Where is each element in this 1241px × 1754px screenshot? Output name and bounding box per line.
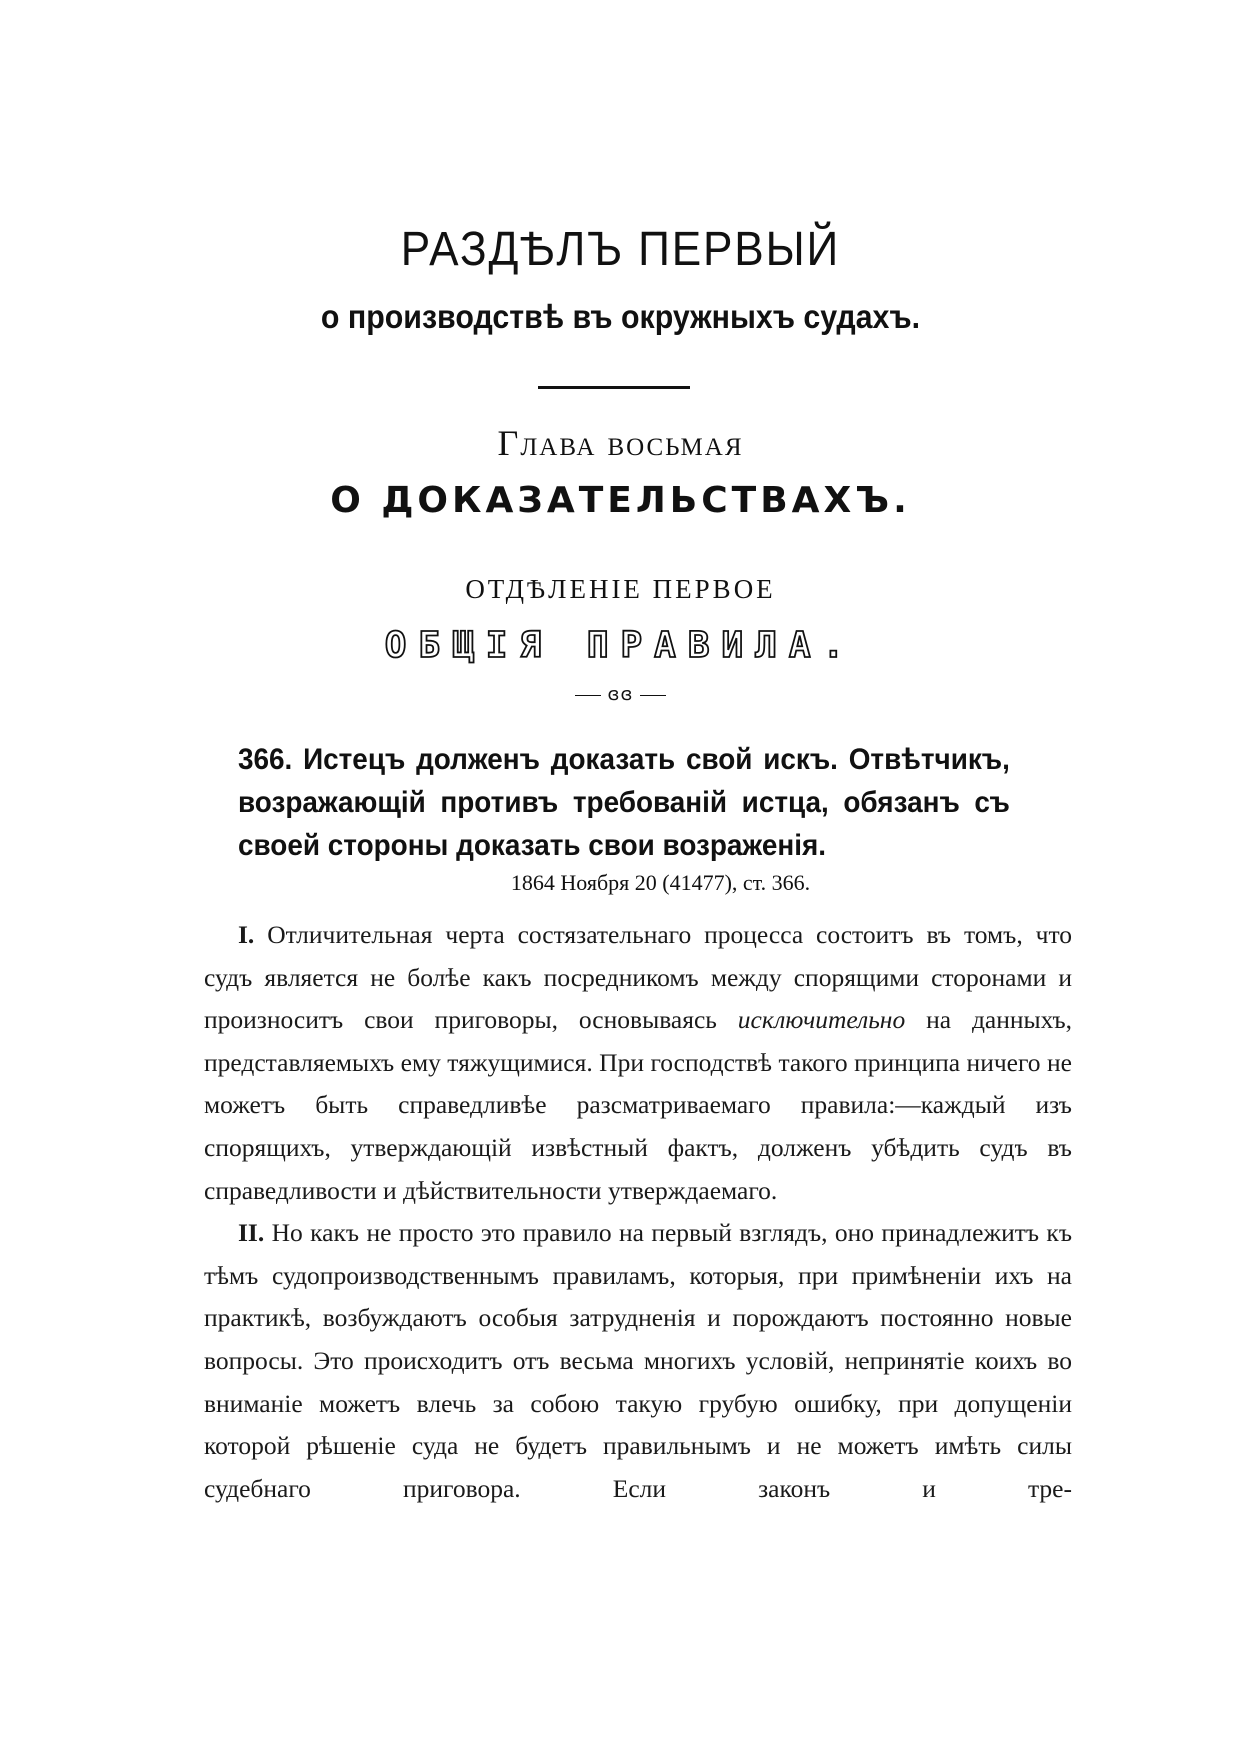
division-title: ОБЩІЯ ПРАВИЛА.	[384, 625, 857, 666]
commentary-paragraph-1	[204, 914, 1072, 1212]
ornament-dash-left	[575, 695, 601, 696]
title-divider-rule	[538, 386, 690, 389]
chapter-number: Глава восьмая	[497, 423, 744, 463]
division-number: ОТДѢЛЕНІЕ ПЕРВОЕ	[465, 574, 776, 604]
article-source-citation: 1864 Ноября 20 (41477), ст. 366.	[510, 870, 811, 895]
commentary	[204, 914, 1072, 1510]
paragraph-text: Но какъ не просто это правило на первый взглядъ, оно принадлежитъ къ тѣмъ судопроизводственнымъ правиламъ, которыя, при примѣненіи ихъ на практикѣ, возбуждаютъ особыя затрудненія и порождаютъ постоянно новые вопросы. Это происходитъ отъ весьма многихъ условій, непринятіе коихъ во вниманіе можетъ влечь за собою такую грубую ошибку, при допущеніи которой рѣшеніе суда не будетъ правильнымъ и не можетъ имѣть силы судебнаго приговора. Если законъ и тре-	[204, 1218, 1073, 1503]
paragraph-numeral: II.	[238, 1218, 265, 1248]
ornament-dash-right	[640, 695, 666, 696]
ornament-divider	[0, 684, 1241, 705]
article-366-text: 366. Истецъ долженъ доказать свой искъ. Отвѣтчикъ, возражающій противъ требованій истца, обязанъ съ своей стороны доказать свои возраженія.	[238, 743, 1010, 862]
section-title: РАЗДѢЛЪ ПЕРВЫЙ	[400, 223, 841, 276]
commentary-paragraph-2	[204, 1212, 1072, 1510]
section-subtitle: о производствѣ въ окружныхъ судахъ.	[320, 298, 921, 335]
ornament-flourish-icon: ɞɞ	[607, 684, 634, 705]
paragraph-numeral: I.	[238, 920, 255, 949]
emphasis-text: исключительно	[737, 1005, 906, 1035]
paragraph-text: на данныхъ, представляемыхъ ему тяжущимися. При господствѣ такого принципа ничего не можетъ быть справедливѣе разсматриваемаго правила:—каждый изъ спорящихъ, утверждающій извѣстный фактъ, долженъ убѣдить судъ въ справедливости и дѣйствительности утверждаемаго.	[204, 1005, 1073, 1205]
chapter-title: О ДОКАЗАТЕЛЬСТВАХЪ.	[330, 480, 911, 521]
paragraph-text: Отличительная черта состязательнаго процесса состоитъ въ томъ, что судъ является не болѣе какъ посредникомъ между спорящими сторонами и произноситъ свои приговоры, основываясь	[204, 920, 1072, 1035]
